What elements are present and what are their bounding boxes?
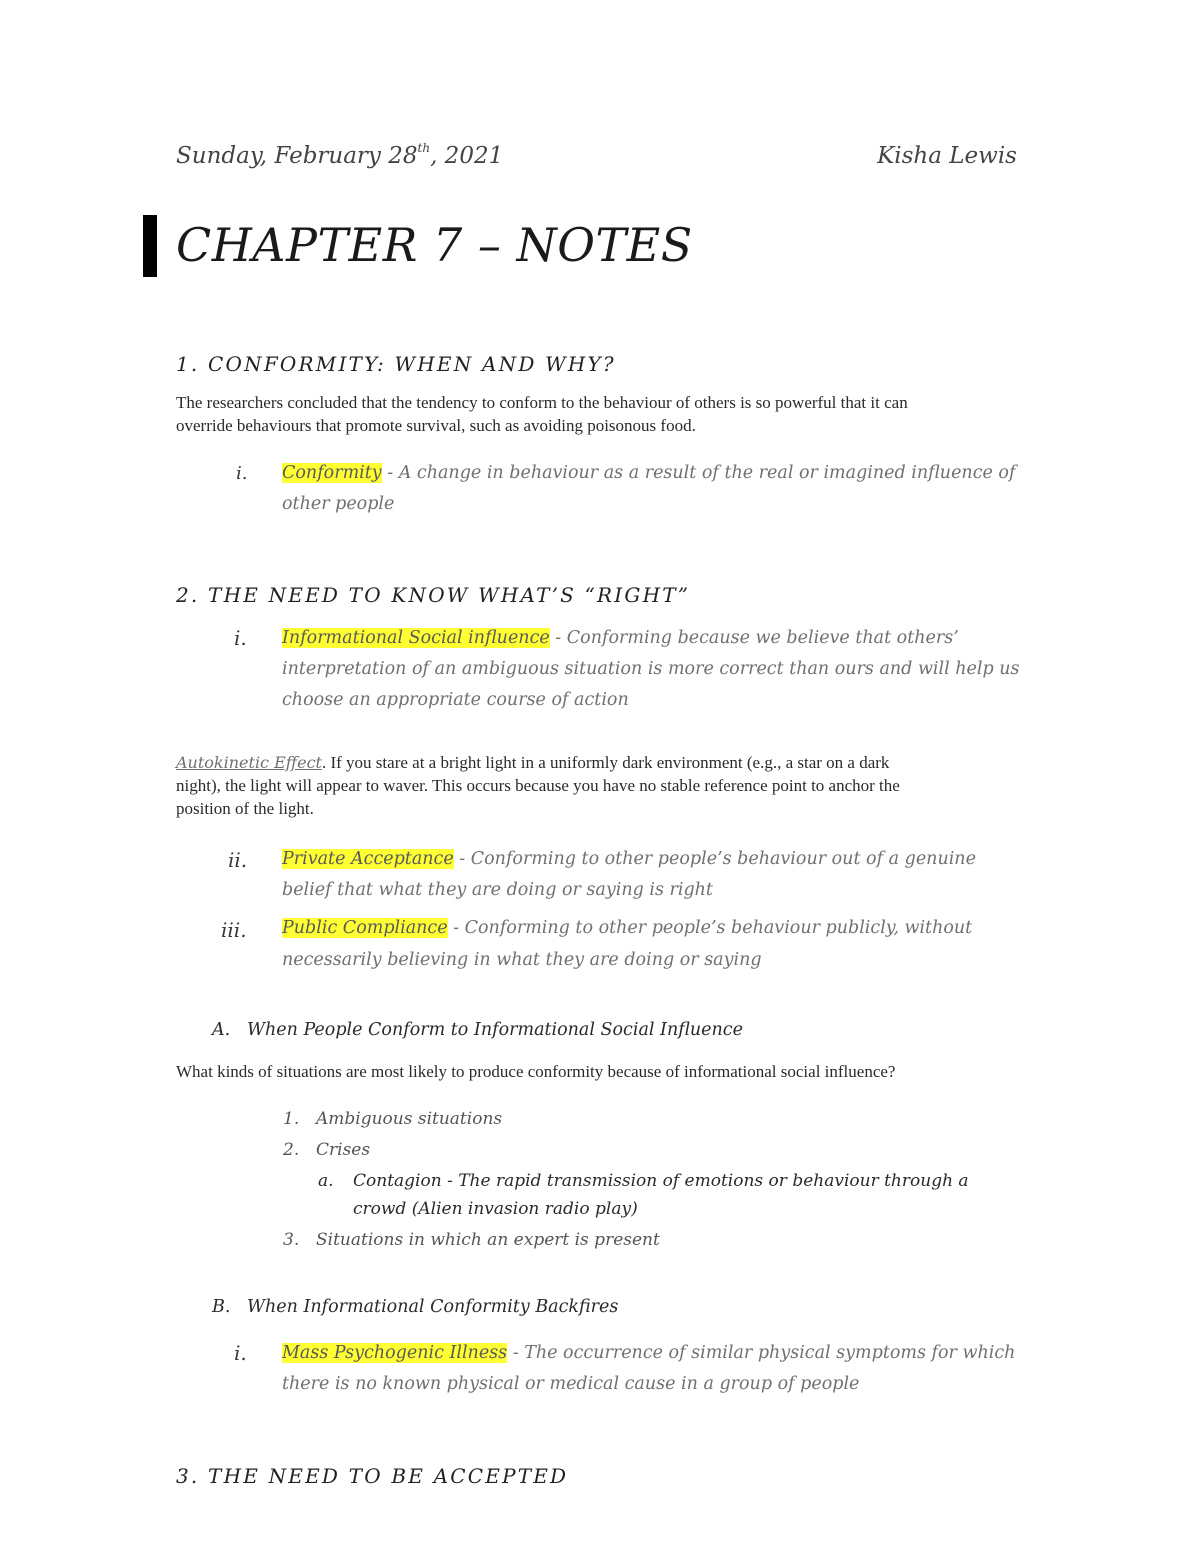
list-item-3-marker: 3. [283, 1230, 300, 1250]
autokinetic-line-3: position of the light. [176, 799, 314, 818]
term-isi-def-1: - Conforming because we believe that others’ [549, 628, 959, 648]
section-2-item-ii-line-1 [282, 849, 976, 869]
header-date-sup: th [417, 141, 431, 155]
header-author: Kisha Lewis [877, 143, 1017, 169]
header-date-year: , 2021 [430, 143, 504, 169]
sub-item-a-line-1: Contagion - The rapid transmission of emotions or behaviour through a [353, 1171, 969, 1191]
list-item-3-text: Situations in which an expert is present [316, 1230, 660, 1250]
term-conformity: Conformity [282, 463, 382, 483]
term-conformity-def-2: other people [282, 494, 395, 514]
term-mpi-def-1: - The occurrence of similar physical symptoms for which [507, 1343, 1016, 1363]
list-item-1-marker: 1. [283, 1109, 300, 1129]
term-public-compliance-def-1: - Conforming to other people’s behaviour publicly, without [447, 918, 973, 938]
autokinetic-line-2: night), the light will appear to waver. This occurs because you have no stable reference point to anchor the [176, 776, 900, 795]
term-private-acceptance-def-1: - Conforming to other people’s behaviour out of a genuine [453, 849, 976, 869]
term-informational-social-influence: Informational Social influence [282, 628, 550, 648]
term-isi-def-2: interpretation of an ambiguous situation is more correct than ours and will help us [282, 659, 1020, 679]
chapter-title: CHAPTER 7 – NOTES [176, 218, 693, 272]
subsection-b-marker: B. [212, 1297, 231, 1317]
section-2-heading: 2. THE NEED TO KNOW WHAT’S “RIGHT” [176, 583, 691, 607]
sub-item-a-line-2: crowd (Alien invasion radio play) [353, 1199, 638, 1219]
section-1-body-line-1: The researchers concluded that the tendency to conform to the behaviour of others is so powerful that it can [176, 393, 908, 412]
term-autokinetic-effect: Autokinetic Effect [176, 753, 322, 772]
subsection-b-item-i-marker: i. [234, 1341, 247, 1365]
section-1-item-i-line-1 [282, 463, 1015, 483]
autokinetic-line-1 [176, 751, 889, 774]
section-2-item-iii-marker: iii. [221, 918, 247, 942]
term-isi-def-3: choose an appropriate course of action [282, 690, 629, 710]
subsection-b-title: When Informational Conformity Backfires [247, 1297, 619, 1317]
section-2-item-iii-line-1 [282, 918, 972, 938]
term-public-compliance-def-2: necessarily believing in what they are doing or saying [282, 950, 762, 970]
term-public-compliance: Public Compliance [282, 918, 448, 938]
term-mpi-def-2: there is no known physical or medical cause in a group of people [282, 1374, 860, 1394]
term-private-acceptance-def-2: belief that what they are doing or saying is right [282, 880, 713, 900]
subsection-a-question: What kinds of situations are most likely to produce conformity because of informational social influence? [176, 1062, 896, 1081]
subsection-a-title: When People Conform to Informational Social Influence [247, 1020, 743, 1040]
autokinetic-line-1-rest: . If you stare at a bright light in a uniformly dark environment (e.g., a star on a dark [321, 753, 890, 772]
section-2-item-i-marker: i. [234, 626, 247, 650]
section-1-body-line-2: override behaviours that promote survival, such as avoiding poisonous food. [176, 416, 696, 435]
chapter-title-bar [143, 215, 157, 277]
section-1-item-i-marker: i. [236, 463, 248, 484]
list-item-2-marker: 2. [283, 1140, 300, 1160]
section-2-item-i-line-1 [282, 628, 959, 648]
sub-item-a-marker: a. [318, 1171, 334, 1191]
section-1-heading: 1. CONFORMITY: WHEN AND WHY? [176, 352, 616, 376]
section-3-heading: 3. THE NEED TO BE ACCEPTED [176, 1464, 569, 1488]
term-mass-psychogenic-illness: Mass Psychogenic Illness [282, 1343, 508, 1363]
subsection-b-item-i-line-1 [282, 1343, 1015, 1363]
subsection-a-marker: A. [212, 1020, 231, 1040]
header-date [176, 143, 503, 169]
section-2-item-ii-marker: ii. [228, 848, 248, 872]
list-item-2-text: Crises [316, 1140, 371, 1160]
term-conformity-def-1: - A change in behaviour as a result of the real or imagined influence of [381, 463, 1016, 483]
list-item-1-text: Ambiguous situations [316, 1109, 503, 1129]
header-date-main: Sunday, February 28 [176, 143, 418, 169]
term-private-acceptance: Private Acceptance [282, 849, 454, 869]
